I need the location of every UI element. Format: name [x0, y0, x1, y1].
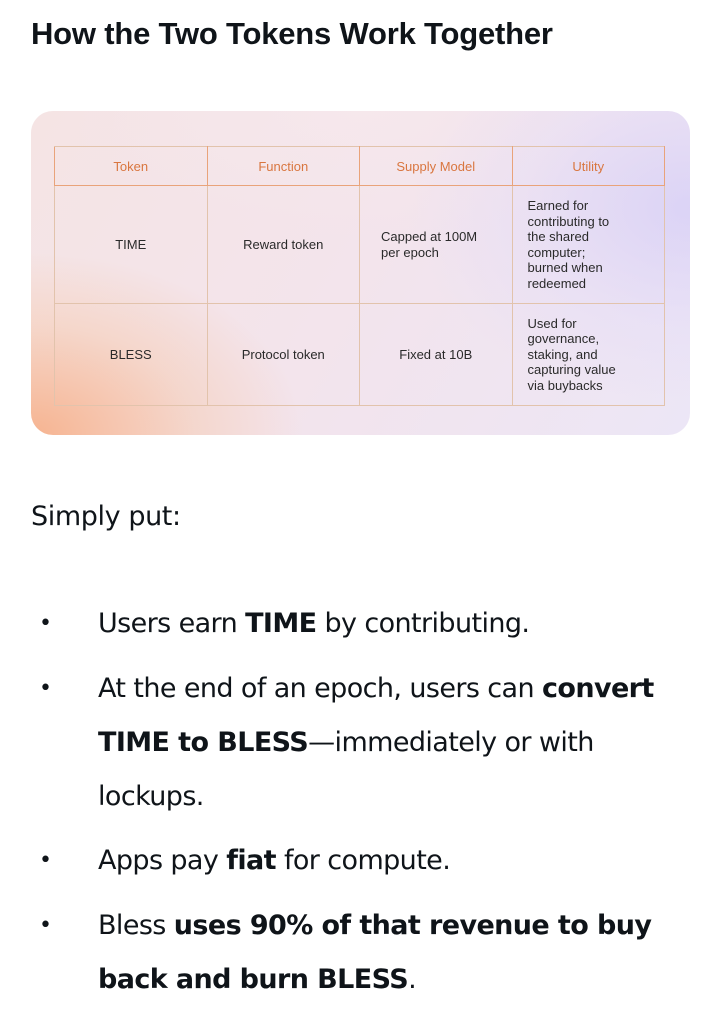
- utility-line: staking, and: [527, 346, 598, 362]
- article-heading: How the Two Tokens Work Together: [31, 16, 553, 51]
- utility-line: via buybacks: [527, 377, 603, 393]
- table-header-row: [55, 147, 665, 186]
- cell-token: BLESS: [55, 304, 208, 406]
- cell-function: Protocol token: [207, 304, 360, 406]
- header-function: Function: [207, 147, 360, 186]
- bold-text-run: fiat: [226, 845, 276, 876]
- text-run: for compute.: [275, 845, 451, 876]
- bullet-marker: •: [39, 611, 52, 636]
- supply-line: per epoch: [381, 244, 439, 260]
- cell-utility: [512, 186, 665, 304]
- cell-utility: [512, 304, 665, 406]
- utility-line: governance,: [527, 331, 600, 347]
- bullet-marker: •: [39, 913, 52, 938]
- simply-put-text: Simply put:: [31, 501, 181, 532]
- bullet-marker: •: [39, 676, 52, 701]
- utility-line: redeemed: [527, 275, 587, 291]
- bold-text-run: TIME: [245, 608, 317, 639]
- supply-line: Fixed at 10B: [399, 346, 473, 362]
- text-run: Apps pay: [98, 845, 227, 876]
- token-comparison-table: [54, 146, 665, 406]
- table-row: [55, 186, 665, 304]
- utility-line: Earned for: [527, 198, 589, 213]
- header-utility: Utility: [512, 147, 665, 186]
- utility-line: burned when: [527, 260, 603, 275]
- utility-line: capturing value: [527, 362, 616, 378]
- utility-line: Used for: [527, 315, 577, 331]
- cell-supply-model: [360, 186, 513, 304]
- bullet-text: [98, 597, 698, 651]
- cell-token: TIME: [55, 186, 208, 304]
- bullet-text: [98, 834, 698, 888]
- text-run: .: [408, 964, 417, 995]
- text-run: Bless: [98, 910, 174, 941]
- bold-text-run: convert TIME to BLESS: [98, 673, 654, 758]
- table-row: [55, 304, 665, 406]
- text-run: Users earn: [98, 608, 246, 639]
- header-supply-model: Supply Model: [360, 147, 513, 186]
- text-run: by contributing.: [316, 608, 530, 639]
- utility-line: contributing to: [527, 213, 610, 229]
- text-run: At the end of an epoch, users can: [98, 673, 542, 704]
- bold-text-run: uses 90% of that revenue to buy back and burn BLESS: [98, 910, 652, 995]
- cell-supply-model: [360, 304, 513, 406]
- text-run: —immediately or with lockups.: [98, 727, 594, 812]
- utility-line: computer;: [527, 244, 586, 260]
- cell-function: Reward token: [207, 186, 360, 304]
- bullet-text: [98, 662, 698, 824]
- token-table-image: [31, 111, 690, 435]
- header-token: Token: [55, 147, 208, 186]
- bullet-text: [98, 899, 698, 1007]
- utility-line: the shared: [527, 229, 589, 244]
- supply-line: Capped at 100M: [381, 229, 478, 244]
- bullet-marker: •: [39, 848, 52, 873]
